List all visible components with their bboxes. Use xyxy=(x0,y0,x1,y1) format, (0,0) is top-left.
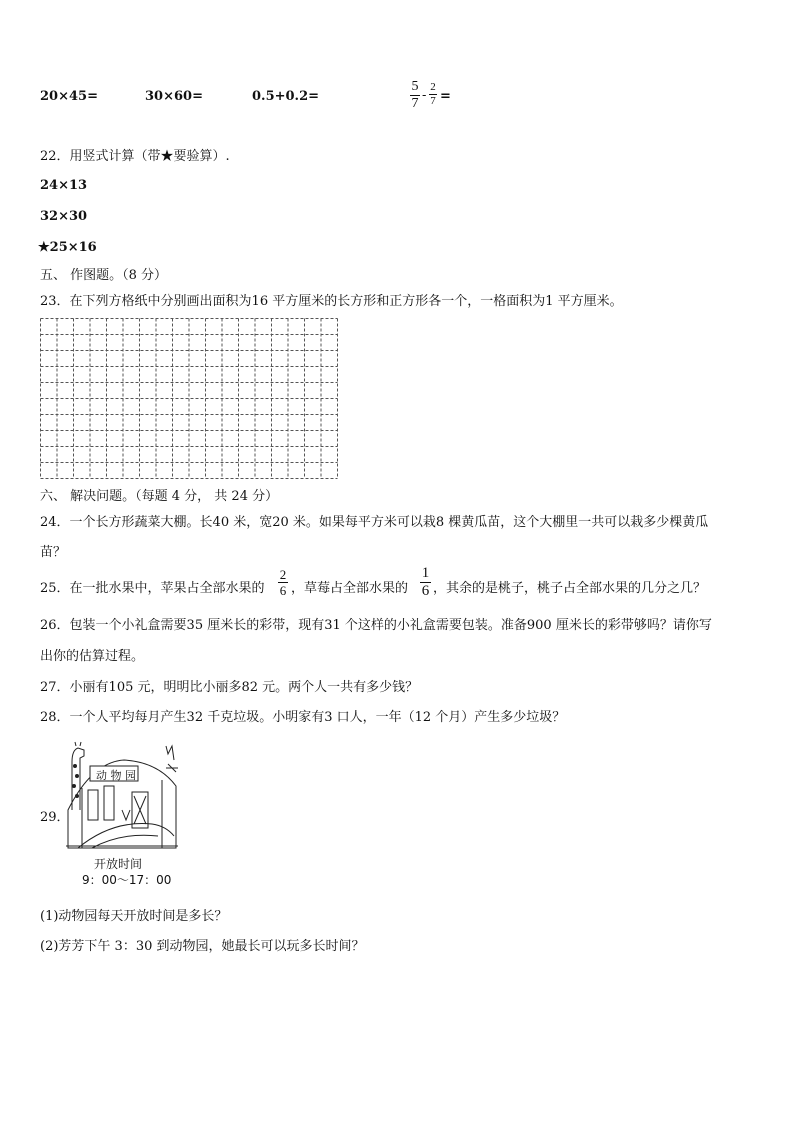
q22-item-1: 24×13 xyxy=(40,178,88,193)
q29-label: 29． xyxy=(40,810,70,825)
fraction-2-7 xyxy=(429,82,437,107)
q22-title: 22．用竖式计算（带★要验算）. xyxy=(40,149,230,164)
opening-hours-caption: 开放时间 xyxy=(94,857,143,871)
opening-hours: 9：00～17：00 xyxy=(82,873,172,887)
fraction-5-7 xyxy=(410,80,420,111)
fraction-denominator: 6 xyxy=(279,583,287,598)
fraction-denominator: 7 xyxy=(411,96,419,111)
calc-item-1: 20×45= xyxy=(40,89,98,104)
q29-sub-question-1: (1)动物园每天开放时间是多长？ xyxy=(40,909,228,924)
fraction-denominator: 7 xyxy=(430,95,436,107)
section-6-title: 六、 解决问题。（每题 4 分， 共 24 分） xyxy=(40,489,279,504)
fraction-numerator: 2 xyxy=(279,567,287,582)
zoo-gate-drawing xyxy=(62,740,180,854)
zoo-building-icon xyxy=(66,746,178,848)
q26-line-2: 出你的估算过程。 xyxy=(40,649,145,664)
calc-item-2: 30×60= xyxy=(145,89,203,104)
calc-item-3: 0.5+0.2= xyxy=(252,89,320,104)
minus-sign: - xyxy=(422,88,427,103)
q23-text: 23．在下列方格纸中分别画出面积为16 平方厘米的长方形和正方形各一个，一格面积为1 平方厘米。 xyxy=(40,294,623,309)
q24-line-1: 24．一个长方形蔬菜大棚。长40 米，宽20 米。如果每平方米可以栽8 棵黄瓜苗，这个大棚里一共可以栽多少棵黄瓜 xyxy=(40,515,709,530)
equals-sign: = xyxy=(440,89,451,104)
zoo-gate-illustration xyxy=(62,740,180,854)
q28-text: 28．一个人平均每月产生32 千克垃圾。小明家有3 口人，一年（12 个月）产生多少垃圾？ xyxy=(40,710,566,725)
q25-part-1: 25．在一批水果中，苹果占全部水果的 xyxy=(40,581,265,596)
q22-item-2: 32×30 xyxy=(40,209,88,224)
q29-sub-question-2: (2)芳芳下午 3：30 到动物园，她最长可以玩多长时间？ xyxy=(40,939,365,954)
fraction-numerator: 5 xyxy=(411,79,419,94)
fraction-denominator: 6 xyxy=(421,583,430,599)
q22-item-3: ★25×16 xyxy=(38,240,97,255)
dashed-square-grid[interactable] xyxy=(40,318,340,480)
q25-part-3: ，其余的是桃子，桃子占全部水果的几分之几？ xyxy=(433,581,707,596)
q27-text: 27．小丽有105 元，明明比小丽多82 元。两个人一共有多少钱？ xyxy=(40,680,419,695)
section-5-title: 五、 作图题。（8 分） xyxy=(40,268,168,283)
fraction-1-6 xyxy=(420,566,431,599)
fraction-numerator: 2 xyxy=(430,81,436,93)
fraction-2-6 xyxy=(278,568,288,597)
q26-line-1: 26．包装一个小礼盒需要35 厘米长的彩带，现有31 个这样的小礼盒需要包装。准备900 厘米长的彩带够吗？请你写 xyxy=(40,618,712,633)
zoo-sign: 动 物 园 xyxy=(96,769,136,782)
fraction-numerator: 1 xyxy=(421,565,430,581)
q24-line-2: 苗？ xyxy=(40,545,67,560)
q25-part-2: ，草莓占全部水果的 xyxy=(291,581,409,596)
